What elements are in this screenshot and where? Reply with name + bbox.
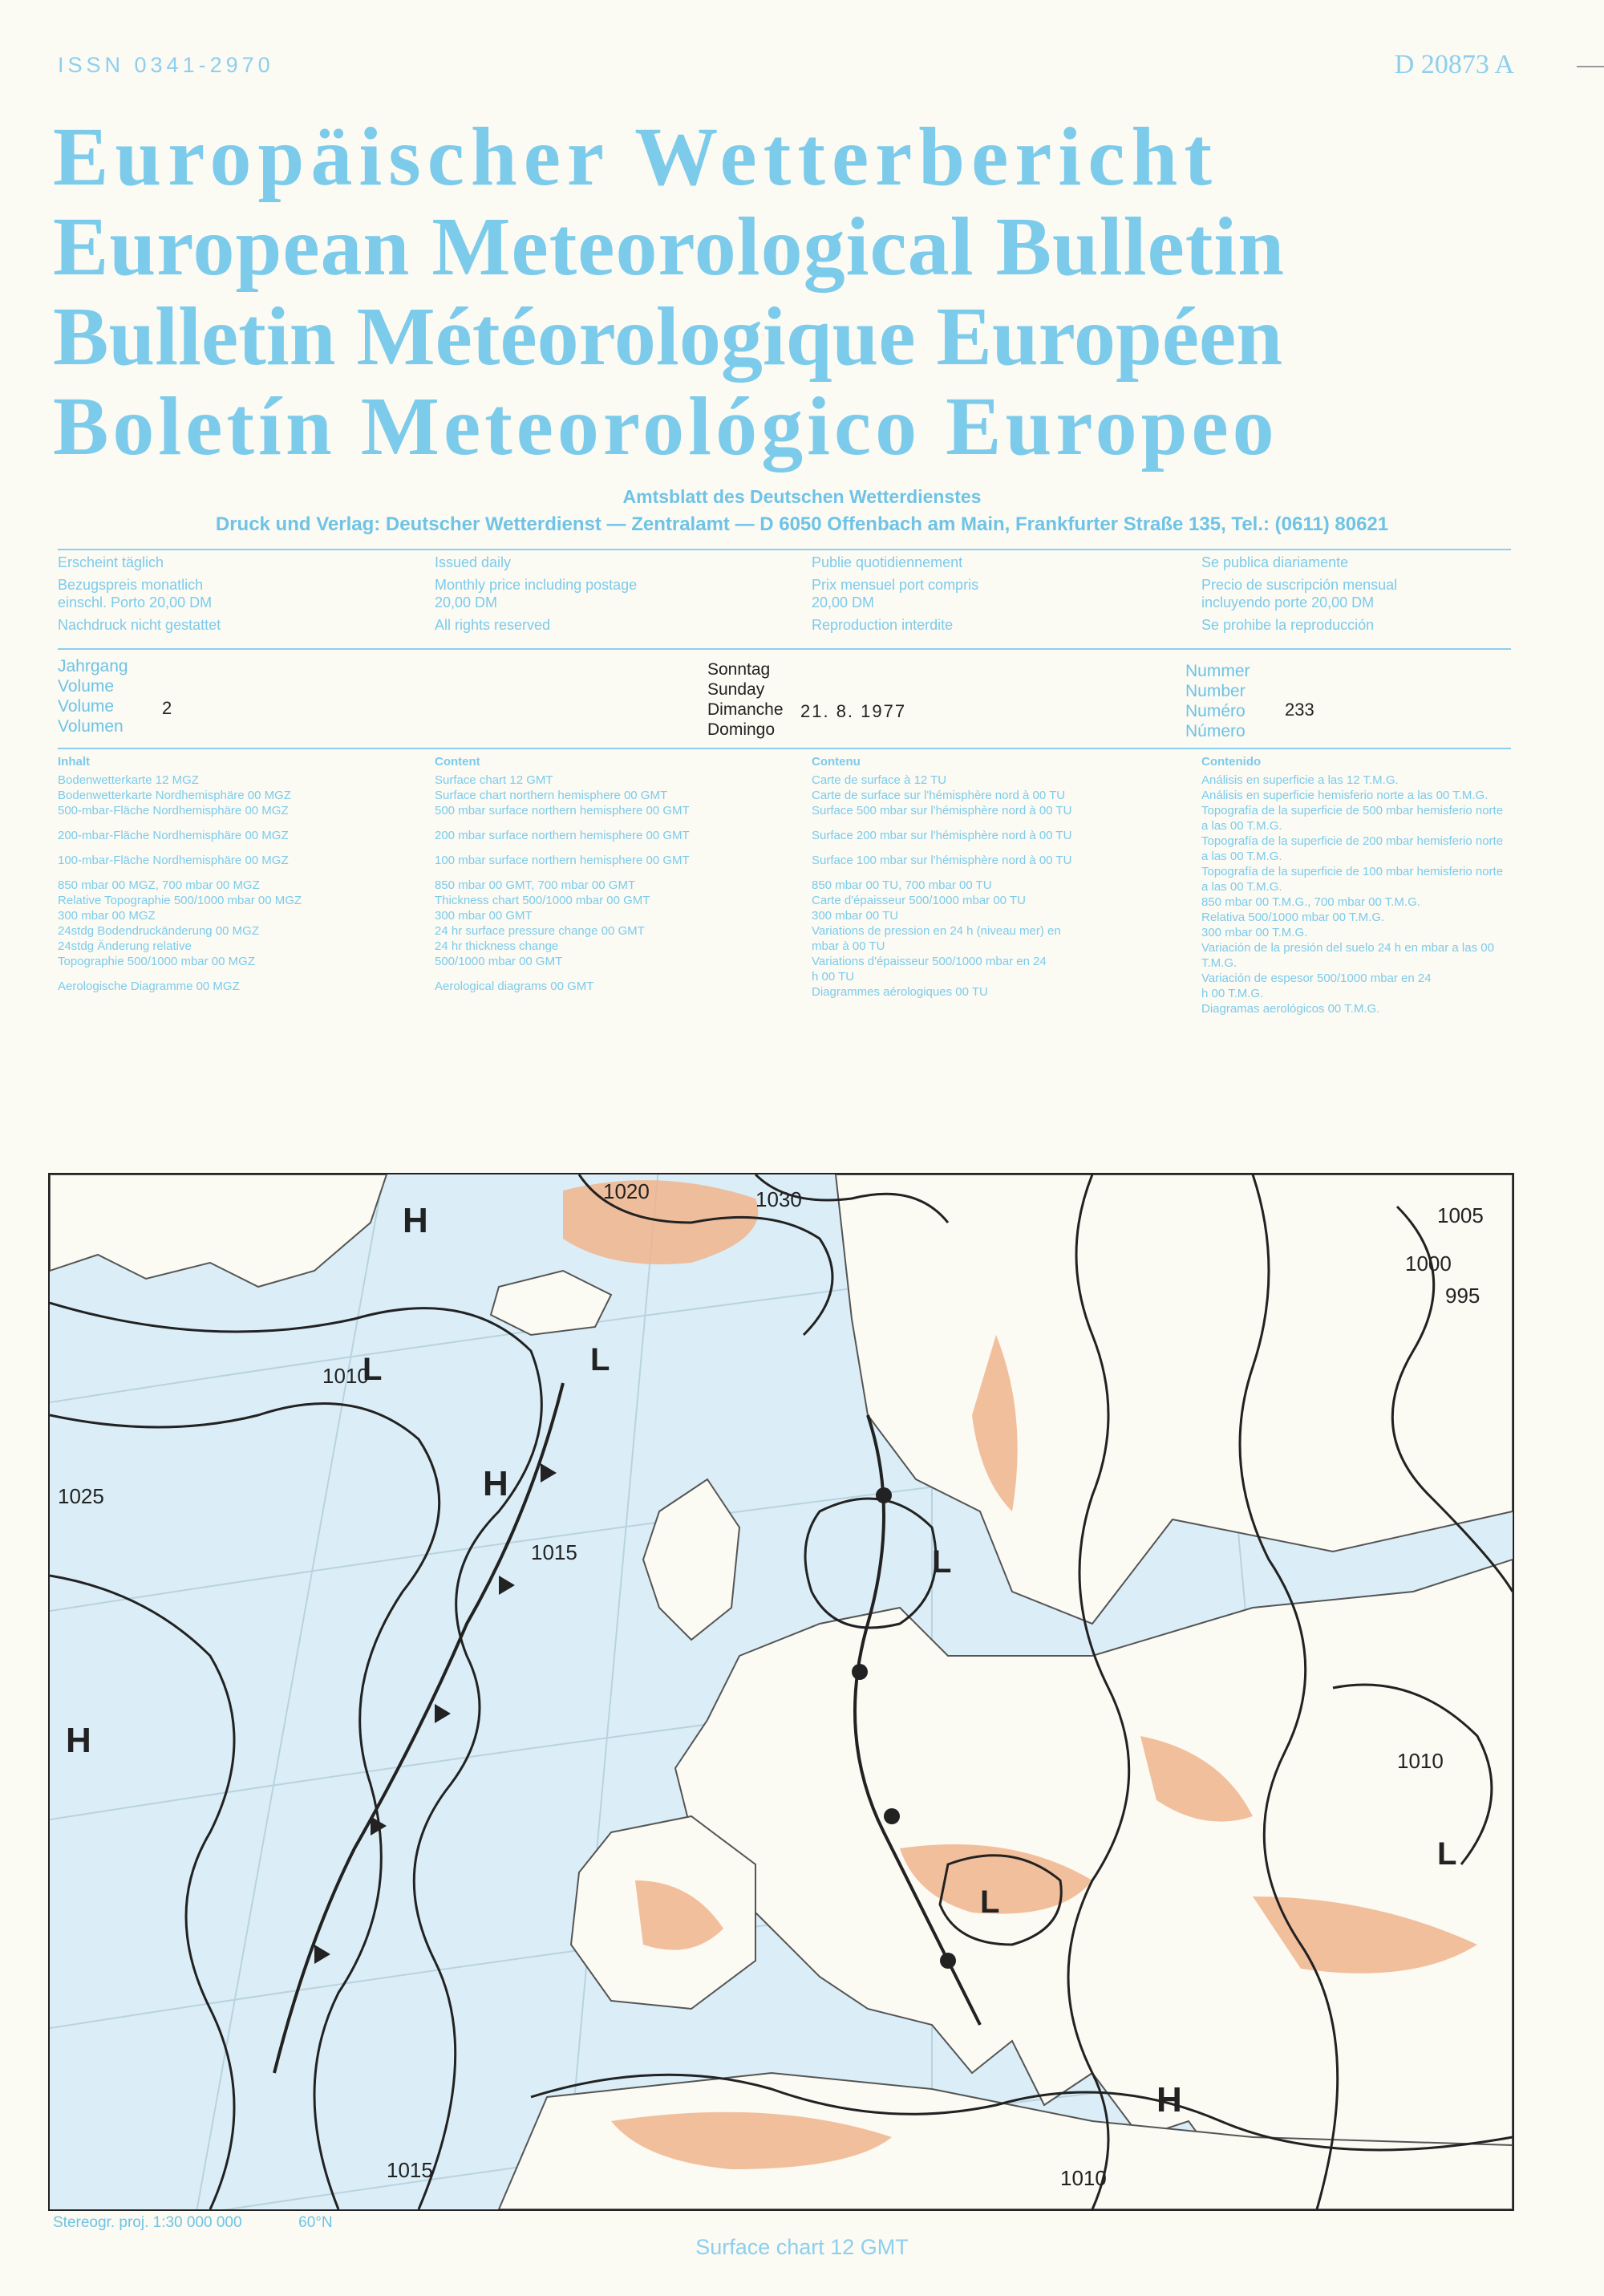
contents-fr-item: 300 mbar 00 TU (812, 909, 899, 923)
contents-fr-item: Surface 500 mbar sur l'hémisphère nord à 00 TU (812, 804, 1072, 817)
contents-head-de: Inhalt (58, 755, 90, 769)
contents-de-item: Bodenwetterkarte Nordhemisphäre 00 MGZ (58, 789, 291, 802)
isobar-label: 1015 (531, 1540, 577, 1564)
isobar-label: 1020 (603, 1179, 650, 1203)
document-number: D 20873 A (1394, 50, 1514, 79)
corner-tick (1577, 66, 1604, 67)
contents-fr-item: Surface 100 mbar sur l'hémisphère nord à 00 TU (812, 854, 1072, 867)
subtitle: Amtsblatt des Deutschen Wetterdienstes (622, 486, 982, 507)
divider (58, 549, 1511, 550)
title-german: Europäischer Wetterbericht (53, 111, 1218, 203)
number-label-de: Nummer (1185, 662, 1250, 680)
low-center: L (932, 1544, 952, 1580)
contents-es-item: Topografía de la superficie de 100 mbar hemisferio norte a las 00 T.M.G. (1201, 865, 1504, 894)
contents-fr-item: 850 mbar 00 TU, 700 mbar 00 TU (812, 878, 992, 892)
low-center: L (1437, 1836, 1457, 1872)
contents-columns (58, 754, 1511, 1016)
contents-spanish (1201, 754, 1511, 1016)
contents-de-item: 500-mbar-Fläche Nordhemisphäre 00 MGZ (58, 804, 289, 817)
contents-es-item: Variación de espesor 500/1000 mbar en 24 h 00 T.M.G. (1201, 972, 1432, 1000)
info-de-rights: Nachdruck nicht gestattet (58, 617, 221, 633)
info-german (58, 554, 435, 639)
contents-english (435, 754, 812, 1016)
high-center: H (483, 1464, 508, 1503)
contents-fr-item: Carte de surface à 12 TU (812, 773, 947, 787)
volume-label-es: Volumen (58, 717, 124, 736)
isobar-label: 1010 (1060, 2166, 1107, 2190)
isobar-label: 1025 (58, 1484, 104, 1508)
isobar-label: 1015 (387, 2158, 433, 2182)
contents-de-item: 24stdg Bodendruckänderung 00 MGZ (58, 924, 259, 938)
isobar-label: 1030 (755, 1187, 802, 1211)
title-block (53, 112, 1561, 472)
contents-es-item: Variación de la presión del suelo 24 h en mbar a las 00 T.M.G. (1201, 941, 1494, 970)
low-center: L (980, 1884, 1000, 1920)
info-de-price: Bezugspreis monatlich einschl. Porto 20,00 DM (58, 577, 213, 611)
volume-label-de: Jahrgang (58, 657, 128, 675)
info-fr-issued: Publie quotidiennement (812, 554, 963, 570)
projection-note (53, 2214, 333, 2232)
contents-es-item: Análisis en superficie a las 12 T.M.G. (1201, 773, 1399, 787)
publisher-line: Druck und Verlag: Deutscher Wetterdienst — Zentralamt — D 6050 Offenbach am Main, Frankfurter Straße 135, Tel.: (0611) 80621 (215, 513, 1389, 535)
title-spanish: Boletín Meteorológico Europeo (53, 380, 1278, 473)
contents-de-item: 300 mbar 00 MGZ (58, 909, 156, 923)
info-fr-price: Prix mensuel port compris 20,00 DM (812, 577, 979, 611)
contents-fr-item: Carte d'épaisseur 500/1000 mbar 00 TU (812, 894, 1026, 907)
projection-text: Stereogr. proj. 1:30 000 000 (53, 2214, 242, 2231)
divider (58, 648, 1511, 650)
high-center: H (403, 1201, 428, 1240)
contents-fr-item: Variations d'épaisseur 500/1000 mbar en 24 h 00 TU (812, 955, 1047, 984)
info-en-rights: All rights reserved (435, 617, 551, 633)
number-label-en: Number (1185, 682, 1246, 700)
info-es-rights: Se prohibe la reproducción (1201, 617, 1375, 633)
info-french (812, 554, 1201, 639)
info-es-price: Precio de suscripción mensual incluyendo porte 20,00 DM (1201, 577, 1398, 611)
day-label-fr: Dimanche (707, 700, 784, 719)
contents-fr-item: Surface 200 mbar sur l'hémisphère nord à 00 TU (812, 829, 1072, 842)
contents-fr-item: Diagrammes aérologiques 00 TU (812, 985, 988, 999)
day-label-de: Sonntag (707, 660, 771, 679)
latitude-reference: 60°N (298, 2214, 333, 2231)
isobar-label: 1005 (1437, 1203, 1484, 1227)
contents-es-item: Relativa 500/1000 mbar 00 T.M.G. (1201, 911, 1385, 924)
issue-row (58, 656, 1511, 744)
contents-es-item: Análisis en superficie hemisferio norte a las 00 T.M.G. (1201, 789, 1489, 802)
title-french: Bulletin Météorologique Européen (53, 290, 1283, 383)
contents-fr-item: Variations de pression en 24 h (niveau mer) en mbar à 00 TU (812, 924, 1061, 953)
info-en-price: Monthly price including postage 20,00 DM (435, 577, 638, 611)
info-es-issued: Se publica diariamente (1201, 554, 1349, 570)
contents-en-item: 100 mbar surface northern hemisphere 00 GMT (435, 854, 690, 867)
contents-de-item: 100-mbar-Fläche Nordhemisphäre 00 MGZ (58, 854, 289, 867)
contents-de-item: 200-mbar-Fläche Nordhemisphäre 00 MGZ (58, 829, 289, 842)
weather-map (50, 1174, 1513, 2209)
info-columns (58, 554, 1511, 639)
contents-es-item: 300 mbar 00 T.M.G. (1201, 926, 1308, 939)
issue-number: 233 (1285, 700, 1314, 720)
day-labels (707, 659, 784, 740)
contents-head-en: Content (435, 755, 480, 769)
contents-french (812, 754, 1201, 1016)
number-labels (1185, 661, 1250, 741)
high-center: H (66, 1721, 91, 1760)
volume-number: 2 (162, 698, 172, 718)
contents-en-item: 850 mbar 00 GMT, 700 mbar 00 GMT (435, 878, 636, 892)
number-label-fr: Numéro (1185, 702, 1246, 720)
contents-es-item: 850 mbar 00 T.M.G., 700 mbar 00 T.M.G. (1201, 895, 1420, 909)
contents-de-item: Aerologische Diagramme 00 MGZ (58, 980, 240, 993)
isobar-label: 1010 (322, 1364, 369, 1388)
contents-fr-item: Carte de surface sur l'hémisphère nord à 00 TU (812, 789, 1066, 802)
contents-german (58, 754, 435, 1016)
info-de-issued: Erscheint täglich (58, 554, 164, 570)
volume-labels (58, 656, 128, 736)
info-fr-rights: Reproduction interdite (812, 617, 954, 633)
contents-en-item: 24 hr thickness change 500/1000 mbar 00 GMT (435, 939, 563, 968)
contents-en-item: 300 mbar 00 GMT (435, 909, 533, 923)
contents-es-item: Topografía de la superficie de 500 mbar hemisferio norte a las 00 T.M.G. (1201, 804, 1504, 833)
contents-en-item: 24 hr surface pressure change 00 GMT (435, 924, 645, 938)
contents-en-item: 200 mbar surface northern hemisphere 00 GMT (435, 829, 690, 842)
day-label-es: Domingo (707, 720, 776, 739)
contents-de-item: Relative Topographie 500/1000 mbar 00 MGZ (58, 894, 302, 907)
issn: ISSN 0341-2970 (58, 53, 274, 77)
contents-en-item: Aerological diagrams 00 GMT (435, 980, 594, 993)
day-label-en: Sunday (707, 680, 765, 699)
divider (58, 748, 1511, 749)
contents-de-item: 24stdg Änderung relative Topographie 500/1000 mbar 00 MGZ (58, 939, 255, 968)
title-english: European Meteorological Bulletin (53, 201, 1286, 293)
surface-chart (48, 1173, 1514, 2211)
contents-en-item: Surface chart 12 GMT (435, 773, 553, 787)
info-english (435, 554, 812, 639)
contents-en-item: Thickness chart 500/1000 mbar 00 GMT (435, 894, 650, 907)
chart-caption: Surface chart 12 GMT (695, 2235, 909, 2259)
volume-label-fr: Volume (58, 697, 115, 716)
isobar-label: 1000 (1405, 1251, 1452, 1276)
contents-en-item: Surface chart northern hemisphere 00 GMT (435, 789, 668, 802)
contents-en-item: 500 mbar surface northern hemisphere 00 GMT (435, 804, 690, 817)
contents-de-item: 850 mbar 00 MGZ, 700 mbar 00 MGZ (58, 878, 260, 892)
isobar-label: 1010 (1397, 1749, 1444, 1773)
contents-head-fr: Contenu (812, 755, 861, 769)
contents-head-es: Contenido (1201, 755, 1262, 769)
issue-date: 21. 8. 1977 (800, 701, 907, 721)
volume-label-en: Volume (58, 677, 115, 696)
contents-es-item: Diagramas aerológicos 00 T.M.G. (1201, 1002, 1380, 1016)
low-center: L (363, 1352, 383, 1387)
number-label-es: Número (1185, 722, 1246, 740)
low-center: L (590, 1342, 610, 1377)
high-center: H (1156, 2080, 1182, 2120)
info-spanish (1201, 554, 1511, 639)
info-en-issued: Issued daily (435, 554, 512, 570)
contents-de-item: Bodenwetterkarte 12 MGZ (58, 773, 199, 787)
contents-es-item: Topografía de la superficie de 200 mbar hemisferio norte a las 00 T.M.G. (1201, 834, 1504, 863)
isobar-label: 995 (1445, 1284, 1480, 1308)
